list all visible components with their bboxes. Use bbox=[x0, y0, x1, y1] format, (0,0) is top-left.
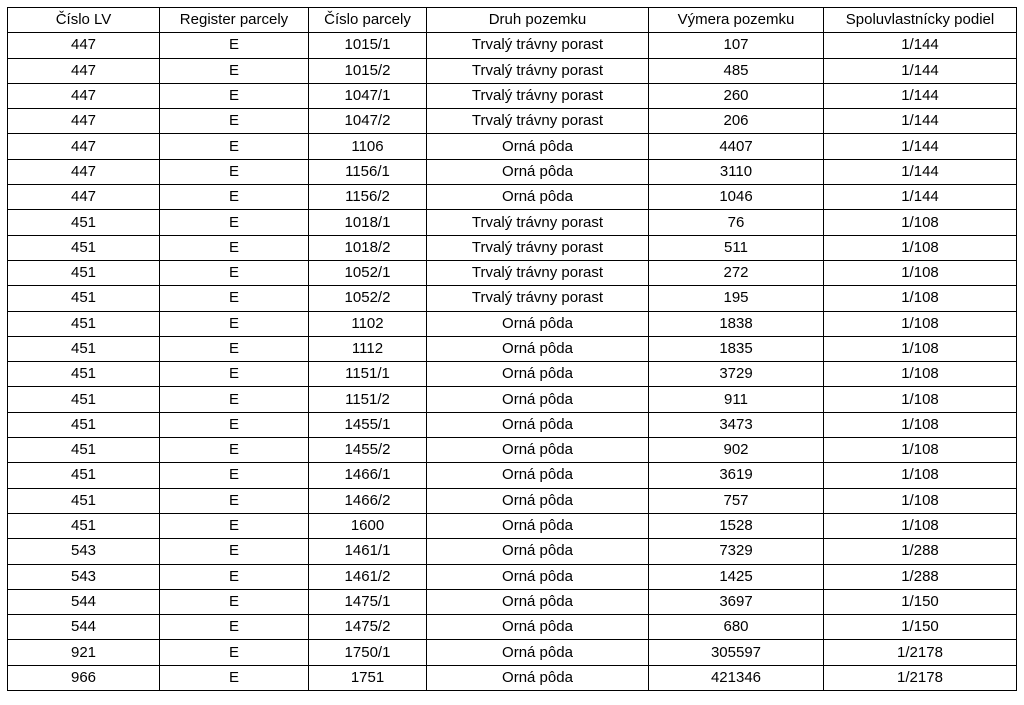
cell-spoluvlastnicky-podiel: 1/144 bbox=[824, 58, 1017, 83]
cell-vymera-pozemku: 206 bbox=[649, 109, 824, 134]
cell-register-parcely: E bbox=[160, 463, 309, 488]
cell-druh-pozemku: Orná pôda bbox=[427, 463, 649, 488]
cell-register-parcely: E bbox=[160, 513, 309, 538]
cell-druh-pozemku: Orná pôda bbox=[427, 615, 649, 640]
cell-register-parcely: E bbox=[160, 260, 309, 285]
cell-spoluvlastnicky-podiel: 1/108 bbox=[824, 311, 1017, 336]
cell-cislo-lv: 544 bbox=[8, 589, 160, 614]
cell-cislo-parcely: 1461/2 bbox=[309, 564, 427, 589]
header-vymera-pozemku: Výmera pozemku bbox=[649, 8, 824, 33]
cell-cislo-lv: 451 bbox=[8, 311, 160, 336]
cell-druh-pozemku: Trvalý trávny porast bbox=[427, 210, 649, 235]
cell-druh-pozemku: Orná pôda bbox=[427, 513, 649, 538]
cell-cislo-lv: 447 bbox=[8, 185, 160, 210]
cell-register-parcely: E bbox=[160, 210, 309, 235]
cell-register-parcely: E bbox=[160, 539, 309, 564]
cell-druh-pozemku: Trvalý trávny porast bbox=[427, 109, 649, 134]
parcel-table bbox=[7, 7, 1017, 691]
cell-spoluvlastnicky-podiel: 1/2178 bbox=[824, 665, 1017, 690]
cell-druh-pozemku: Orná pôda bbox=[427, 311, 649, 336]
header-row bbox=[8, 8, 1017, 33]
cell-register-parcely: E bbox=[160, 438, 309, 463]
cell-cislo-parcely: 1052/2 bbox=[309, 286, 427, 311]
cell-vymera-pozemku: 511 bbox=[649, 235, 824, 260]
cell-spoluvlastnicky-podiel: 1/144 bbox=[824, 109, 1017, 134]
cell-spoluvlastnicky-podiel: 1/2178 bbox=[824, 640, 1017, 665]
cell-cislo-lv: 447 bbox=[8, 33, 160, 58]
table-row bbox=[8, 640, 1017, 665]
cell-cislo-lv: 544 bbox=[8, 615, 160, 640]
cell-cislo-lv: 451 bbox=[8, 513, 160, 538]
cell-cislo-lv: 451 bbox=[8, 438, 160, 463]
cell-vymera-pozemku: 3619 bbox=[649, 463, 824, 488]
cell-vymera-pozemku: 76 bbox=[649, 210, 824, 235]
cell-vymera-pozemku: 680 bbox=[649, 615, 824, 640]
cell-vymera-pozemku: 1425 bbox=[649, 564, 824, 589]
table-row bbox=[8, 336, 1017, 361]
cell-druh-pozemku: Orná pôda bbox=[427, 438, 649, 463]
cell-druh-pozemku: Orná pôda bbox=[427, 387, 649, 412]
cell-register-parcely: E bbox=[160, 83, 309, 108]
cell-druh-pozemku: Orná pôda bbox=[427, 185, 649, 210]
cell-cislo-parcely: 1600 bbox=[309, 513, 427, 538]
table-row bbox=[8, 412, 1017, 437]
cell-spoluvlastnicky-podiel: 1/108 bbox=[824, 488, 1017, 513]
table-row bbox=[8, 488, 1017, 513]
cell-cislo-lv: 451 bbox=[8, 387, 160, 412]
cell-cislo-parcely: 1466/2 bbox=[309, 488, 427, 513]
cell-register-parcely: E bbox=[160, 336, 309, 361]
header-druh-pozemku: Druh pozemku bbox=[427, 8, 649, 33]
cell-druh-pozemku: Trvalý trávny porast bbox=[427, 58, 649, 83]
cell-cislo-lv: 447 bbox=[8, 58, 160, 83]
cell-register-parcely: E bbox=[160, 488, 309, 513]
cell-druh-pozemku: Orná pôda bbox=[427, 488, 649, 513]
cell-druh-pozemku: Orná pôda bbox=[427, 336, 649, 361]
cell-druh-pozemku: Orná pôda bbox=[427, 134, 649, 159]
cell-register-parcely: E bbox=[160, 665, 309, 690]
cell-druh-pozemku: Trvalý trávny porast bbox=[427, 235, 649, 260]
cell-spoluvlastnicky-podiel: 1/108 bbox=[824, 336, 1017, 361]
cell-cislo-lv: 451 bbox=[8, 362, 160, 387]
cell-spoluvlastnicky-podiel: 1/108 bbox=[824, 412, 1017, 437]
cell-druh-pozemku: Orná pôda bbox=[427, 564, 649, 589]
cell-cislo-lv: 921 bbox=[8, 640, 160, 665]
cell-druh-pozemku: Orná pôda bbox=[427, 665, 649, 690]
cell-vymera-pozemku: 1528 bbox=[649, 513, 824, 538]
cell-spoluvlastnicky-podiel: 1/108 bbox=[824, 513, 1017, 538]
cell-register-parcely: E bbox=[160, 185, 309, 210]
cell-vymera-pozemku: 3110 bbox=[649, 159, 824, 184]
cell-spoluvlastnicky-podiel: 1/144 bbox=[824, 159, 1017, 184]
header-spoluvlastnicky-podiel: Spoluvlastnícky podiel bbox=[824, 8, 1017, 33]
cell-spoluvlastnicky-podiel: 1/108 bbox=[824, 210, 1017, 235]
cell-cislo-parcely: 1047/1 bbox=[309, 83, 427, 108]
cell-cislo-parcely: 1475/1 bbox=[309, 589, 427, 614]
cell-cislo-lv: 451 bbox=[8, 336, 160, 361]
cell-register-parcely: E bbox=[160, 564, 309, 589]
cell-vymera-pozemku: 260 bbox=[649, 83, 824, 108]
cell-druh-pozemku: Trvalý trávny porast bbox=[427, 286, 649, 311]
cell-cislo-parcely: 1018/1 bbox=[309, 210, 427, 235]
cell-cislo-parcely: 1151/2 bbox=[309, 387, 427, 412]
cell-druh-pozemku: Orná pôda bbox=[427, 539, 649, 564]
cell-spoluvlastnicky-podiel: 1/108 bbox=[824, 387, 1017, 412]
cell-vymera-pozemku: 1046 bbox=[649, 185, 824, 210]
cell-cislo-parcely: 1750/1 bbox=[309, 640, 427, 665]
cell-register-parcely: E bbox=[160, 387, 309, 412]
cell-druh-pozemku: Orná pôda bbox=[427, 589, 649, 614]
table-row bbox=[8, 362, 1017, 387]
cell-druh-pozemku: Orná pôda bbox=[427, 159, 649, 184]
cell-cislo-lv: 451 bbox=[8, 260, 160, 285]
cell-spoluvlastnicky-podiel: 1/150 bbox=[824, 615, 1017, 640]
cell-spoluvlastnicky-podiel: 1/144 bbox=[824, 83, 1017, 108]
cell-cislo-lv: 451 bbox=[8, 463, 160, 488]
cell-vymera-pozemku: 305597 bbox=[649, 640, 824, 665]
cell-cislo-lv: 451 bbox=[8, 235, 160, 260]
cell-vymera-pozemku: 485 bbox=[649, 58, 824, 83]
cell-vymera-pozemku: 911 bbox=[649, 387, 824, 412]
cell-cislo-parcely: 1751 bbox=[309, 665, 427, 690]
table-row bbox=[8, 235, 1017, 260]
cell-vymera-pozemku: 7329 bbox=[649, 539, 824, 564]
cell-cislo-lv: 451 bbox=[8, 286, 160, 311]
cell-cislo-lv: 451 bbox=[8, 488, 160, 513]
header-register-parcely: Register parcely bbox=[160, 8, 309, 33]
cell-cislo-parcely: 1156/2 bbox=[309, 185, 427, 210]
table-row bbox=[8, 134, 1017, 159]
cell-cislo-parcely: 1112 bbox=[309, 336, 427, 361]
cell-vymera-pozemku: 1835 bbox=[649, 336, 824, 361]
cell-cislo-parcely: 1461/1 bbox=[309, 539, 427, 564]
cell-cislo-lv: 966 bbox=[8, 665, 160, 690]
cell-cislo-parcely: 1106 bbox=[309, 134, 427, 159]
cell-cislo-lv: 451 bbox=[8, 412, 160, 437]
table-row bbox=[8, 286, 1017, 311]
cell-register-parcely: E bbox=[160, 134, 309, 159]
table-row bbox=[8, 210, 1017, 235]
cell-cislo-lv: 447 bbox=[8, 159, 160, 184]
cell-cislo-parcely: 1475/2 bbox=[309, 615, 427, 640]
cell-spoluvlastnicky-podiel: 1/144 bbox=[824, 33, 1017, 58]
cell-cislo-parcely: 1018/2 bbox=[309, 235, 427, 260]
cell-spoluvlastnicky-podiel: 1/108 bbox=[824, 362, 1017, 387]
cell-register-parcely: E bbox=[160, 58, 309, 83]
cell-cislo-lv: 447 bbox=[8, 134, 160, 159]
cell-vymera-pozemku: 195 bbox=[649, 286, 824, 311]
cell-druh-pozemku: Trvalý trávny porast bbox=[427, 83, 649, 108]
table-row bbox=[8, 311, 1017, 336]
cell-register-parcely: E bbox=[160, 589, 309, 614]
cell-spoluvlastnicky-podiel: 1/108 bbox=[824, 235, 1017, 260]
cell-cislo-parcely: 1015/1 bbox=[309, 33, 427, 58]
table-body bbox=[8, 33, 1017, 691]
cell-druh-pozemku: Orná pôda bbox=[427, 362, 649, 387]
cell-register-parcely: E bbox=[160, 286, 309, 311]
cell-cislo-lv: 543 bbox=[8, 539, 160, 564]
cell-druh-pozemku: Orná pôda bbox=[427, 412, 649, 437]
cell-spoluvlastnicky-podiel: 1/108 bbox=[824, 260, 1017, 285]
table-row bbox=[8, 513, 1017, 538]
cell-register-parcely: E bbox=[160, 362, 309, 387]
table-row bbox=[8, 615, 1017, 640]
cell-vymera-pozemku: 421346 bbox=[649, 665, 824, 690]
cell-vymera-pozemku: 3729 bbox=[649, 362, 824, 387]
cell-cislo-parcely: 1455/2 bbox=[309, 438, 427, 463]
table-row bbox=[8, 665, 1017, 690]
cell-register-parcely: E bbox=[160, 109, 309, 134]
cell-spoluvlastnicky-podiel: 1/108 bbox=[824, 286, 1017, 311]
cell-cislo-parcely: 1466/1 bbox=[309, 463, 427, 488]
cell-vymera-pozemku: 3697 bbox=[649, 589, 824, 614]
cell-register-parcely: E bbox=[160, 235, 309, 260]
table-row bbox=[8, 589, 1017, 614]
cell-register-parcely: E bbox=[160, 33, 309, 58]
cell-cislo-parcely: 1102 bbox=[309, 311, 427, 336]
header-cislo-lv: Číslo LV bbox=[8, 8, 160, 33]
cell-vymera-pozemku: 1838 bbox=[649, 311, 824, 336]
cell-cislo-lv: 447 bbox=[8, 109, 160, 134]
table-row bbox=[8, 539, 1017, 564]
table-row bbox=[8, 387, 1017, 412]
cell-cislo-parcely: 1156/1 bbox=[309, 159, 427, 184]
cell-cislo-lv: 543 bbox=[8, 564, 160, 589]
cell-vymera-pozemku: 3473 bbox=[649, 412, 824, 437]
cell-spoluvlastnicky-podiel: 1/108 bbox=[824, 463, 1017, 488]
table-row bbox=[8, 83, 1017, 108]
table-row bbox=[8, 463, 1017, 488]
cell-vymera-pozemku: 757 bbox=[649, 488, 824, 513]
cell-register-parcely: E bbox=[160, 159, 309, 184]
cell-cislo-parcely: 1151/1 bbox=[309, 362, 427, 387]
table-row bbox=[8, 109, 1017, 134]
table-row bbox=[8, 260, 1017, 285]
cell-spoluvlastnicky-podiel: 1/144 bbox=[824, 134, 1017, 159]
cell-druh-pozemku: Orná pôda bbox=[427, 640, 649, 665]
cell-register-parcely: E bbox=[160, 615, 309, 640]
cell-vymera-pozemku: 4407 bbox=[649, 134, 824, 159]
cell-druh-pozemku: Trvalý trávny porast bbox=[427, 260, 649, 285]
cell-vymera-pozemku: 272 bbox=[649, 260, 824, 285]
cell-spoluvlastnicky-podiel: 1/288 bbox=[824, 539, 1017, 564]
cell-cislo-lv: 447 bbox=[8, 83, 160, 108]
table-row bbox=[8, 438, 1017, 463]
cell-register-parcely: E bbox=[160, 311, 309, 336]
header-cislo-parcely: Číslo parcely bbox=[309, 8, 427, 33]
cell-spoluvlastnicky-podiel: 1/288 bbox=[824, 564, 1017, 589]
table-header bbox=[8, 8, 1017, 33]
cell-vymera-pozemku: 902 bbox=[649, 438, 824, 463]
table-row bbox=[8, 185, 1017, 210]
cell-spoluvlastnicky-podiel: 1/150 bbox=[824, 589, 1017, 614]
cell-spoluvlastnicky-podiel: 1/108 bbox=[824, 438, 1017, 463]
parcel-table-container bbox=[7, 7, 1016, 691]
cell-cislo-parcely: 1015/2 bbox=[309, 58, 427, 83]
table-row bbox=[8, 33, 1017, 58]
cell-spoluvlastnicky-podiel: 1/144 bbox=[824, 185, 1017, 210]
cell-cislo-parcely: 1455/1 bbox=[309, 412, 427, 437]
cell-vymera-pozemku: 107 bbox=[649, 33, 824, 58]
table-row bbox=[8, 58, 1017, 83]
table-row bbox=[8, 564, 1017, 589]
cell-register-parcely: E bbox=[160, 640, 309, 665]
cell-register-parcely: E bbox=[160, 412, 309, 437]
cell-cislo-parcely: 1047/2 bbox=[309, 109, 427, 134]
cell-cislo-lv: 451 bbox=[8, 210, 160, 235]
cell-cislo-parcely: 1052/1 bbox=[309, 260, 427, 285]
cell-druh-pozemku: Trvalý trávny porast bbox=[427, 33, 649, 58]
table-row bbox=[8, 159, 1017, 184]
